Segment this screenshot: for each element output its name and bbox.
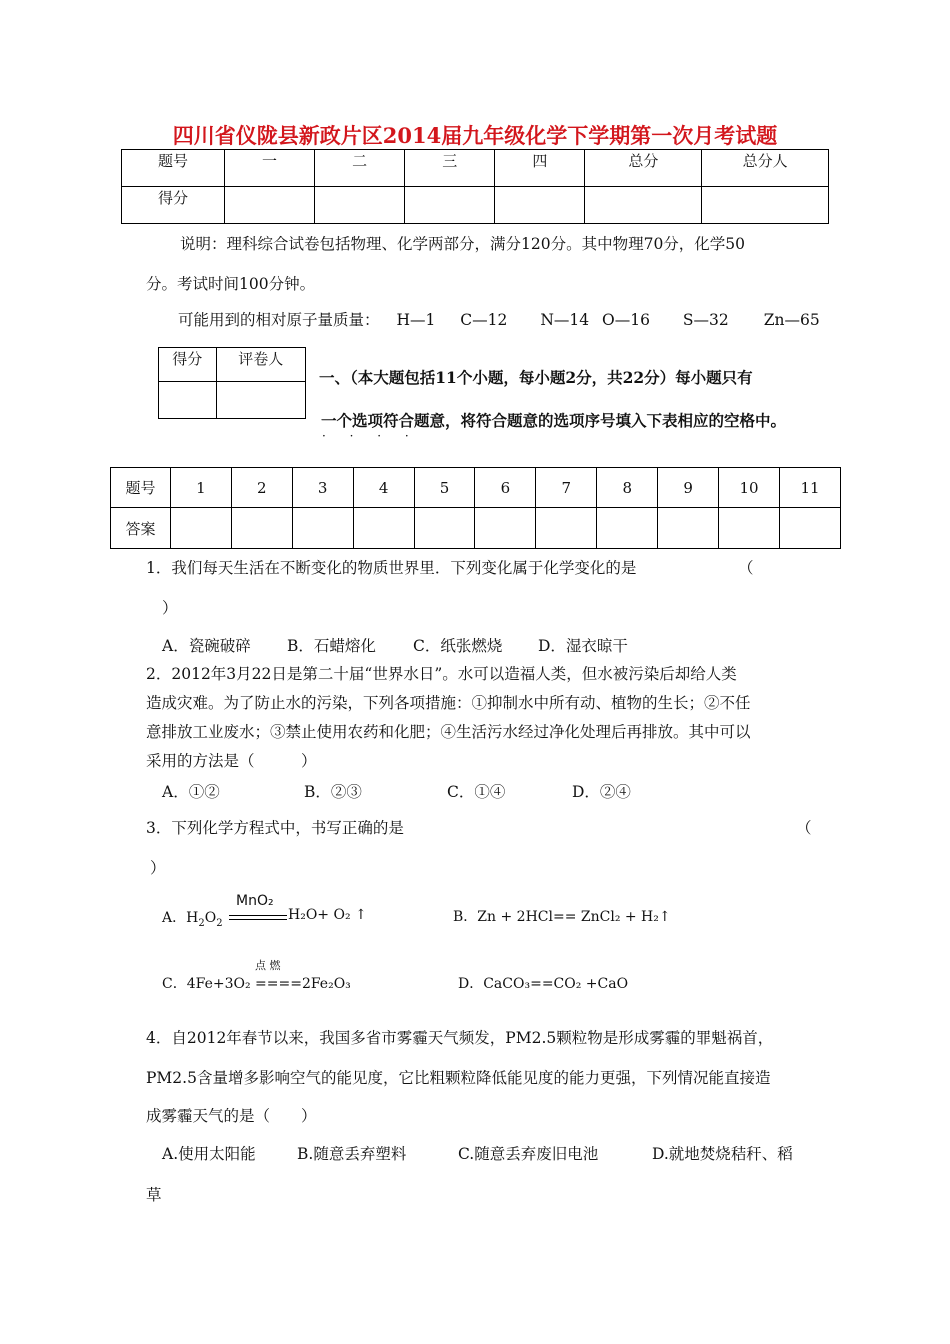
question-3-option-c: C．4Fe+3O₂ ====2Fe₂O₃ [162,976,351,992]
answer-table-number: 1 [170,468,231,508]
instructions-line-2: 分。考试时间100分钟。 [146,275,316,293]
answer-cell[interactable] [475,508,536,549]
score-input-cell[interactable] [702,187,829,224]
question-1-option-b: B．石蜡熔化 [287,637,376,655]
score-input-cell[interactable] [585,187,702,224]
question-3-option-b: B．Zn + 2HCl== ZnCl₂ + H₂↑ [453,909,671,925]
answer-table-number: 10 [719,468,780,508]
score-header-cell: 二 [315,150,405,187]
section-1-heading-line-2: 一个选项符合题意，将符合题意的选项序号填入下表相应的空格中。 [321,411,787,430]
question-1-option-a: A．瓷碗破碎 [162,637,251,655]
answer-table-number: 2 [231,468,292,508]
answer-table-number: 4 [353,468,414,508]
question-4-option-b: B.随意丢弃塑料 [297,1145,407,1163]
score-header-cell: 题号 [122,150,225,187]
answer-cell[interactable] [536,508,597,549]
emphasis-dots: · · · · [322,429,419,443]
question-2-option-b: B．②③ [304,783,362,801]
grader-box-grader-cell[interactable] [216,382,305,419]
question-4-option-d: D.就地焚烧秸秆、稻 [652,1145,793,1163]
answer-table-number: 6 [475,468,536,508]
question-3-option-a-prefix: A．H [162,910,199,926]
question-3-paren-close: ） [150,859,166,877]
question-1-paren-close: ） [162,599,178,617]
question-2-option-d: D．②④ [572,783,631,801]
answer-cell[interactable] [170,508,231,549]
score-header-cell: 一 [224,150,314,187]
answer-cell[interactable] [353,508,414,549]
answer-cell[interactable] [597,508,658,549]
question-1-option-c: C．纸张燃烧 [413,637,503,655]
answer-table-number: 11 [780,468,841,508]
answer-table-answer-label: 答案 [111,508,171,549]
atomic-mass-h: H—1 [396,311,436,329]
question-4-option-c: C.随意丢弃废旧电池 [458,1145,599,1163]
atomic-masses-label: 可能用到的相对原子量质量： [178,311,380,329]
answer-table-number: 9 [658,468,719,508]
question-4-line-2: PM2.5含量增多影响空气的能见度，它比粗颗粒降低能见度的能力更强，下列情况能直接造 [146,1069,771,1087]
answer-table-number-label: 题号 [111,468,171,508]
answer-cell[interactable] [414,508,475,549]
score-input-cell[interactable] [495,187,585,224]
question-2-line-4: 采用的方法是（ ） [146,752,317,770]
question-3-paren-open: （ [796,819,812,837]
answer-cell[interactable] [719,508,780,549]
score-header-cell: 三 [405,150,495,187]
equation-bar [229,915,287,916]
question-3-option-d: D．CaCO₃==CO₂ +CaO [458,976,629,992]
score-table [121,149,829,224]
answer-cell[interactable] [658,508,719,549]
atomic-masses [178,308,820,330]
question-3-stem: 3．下列化学方程式中，书写正确的是 [146,819,404,837]
question-3-option-a: A．$H_2O_2$ [162,910,223,929]
question-1-paren-open: （ [738,559,754,577]
score-input-cell[interactable] [405,187,495,224]
page-title: 四川省仪陇县新政片区2014届九年级化学下学期第一次月考试题 [172,123,778,148]
answer-table-number: 3 [292,468,353,508]
answer-cell[interactable] [780,508,841,549]
question-2-line-2: 造成灾难。为了防止水的污染，下列各项措施：①抑制水中所有动、植物的生长；②不任 [146,694,751,712]
answer-table-number: 8 [597,468,658,508]
equation-bar [229,919,287,920]
answer-cell[interactable] [292,508,353,549]
score-input-cell[interactable] [315,187,405,224]
question-2-line-1: 2．2012年3月22日是第二十届“世界水日”。水可以造福人类，但水被污染后却给人类 [146,665,737,683]
answer-table [110,467,841,549]
atomic-mass-n: N—14 [540,311,590,329]
question-4-option-d-wrap: 草 [146,1186,162,1204]
grader-box-score-label: 得分 [159,348,217,382]
score-header-cell: 总分人 [702,150,829,187]
score-header-cell: 总分 [585,150,702,187]
question-4-line-1: 4．自2012年春节以来，我国多省市雾霾天气频发，PM2.5颗粒物是形成雾霾的罪魁祸首， [146,1029,774,1047]
question-2-line-3: 意排放工业废水；③禁止使用农药和化肥；④生活污水经过净化处理后再排放。其中可以 [146,723,751,741]
instructions-line-1: 说明：理科综合试卷包括物理、化学两部分，满分120分。其中物理70分，化学50 [180,235,746,253]
grader-box [158,347,306,419]
answer-table-number: 7 [536,468,597,508]
question-2-option-c: C．①④ [447,783,506,801]
question-3-option-a-products: H₂O+ O₂ ↑ [288,907,367,923]
atomic-mass-o: O—16 [602,311,650,329]
atomic-mass-zn: Zn—65 [763,311,820,329]
question-1-stem: 1．我们每天生活在不断变化的物质世界里．下列变化属于化学变化的是 [146,559,637,577]
atomic-mass-s: S—32 [682,311,729,329]
score-input-cell[interactable] [224,187,314,224]
question-1-option-d: D．湿衣晾干 [538,637,628,655]
section-1-heading-line-1: 一、（本大题包括11个小题，每小题2分，共22分）每小题只有 [319,368,753,387]
answer-table-number: 5 [414,468,475,508]
question-4-option-a: A.使用太阳能 [162,1145,256,1163]
question-4-line-3: 成雾霾天气的是（ ） [146,1107,317,1125]
catalyst-label: MnO₂ [236,893,274,909]
answer-cell[interactable] [231,508,292,549]
ignition-condition: 点 燃 [255,959,281,972]
atomic-mass-c: C—12 [460,311,508,329]
question-2-option-a: A．①② [162,783,220,801]
grader-box-grader-label: 评卷人 [216,348,305,382]
score-header-cell: 四 [495,150,585,187]
score-row-label: 得分 [122,187,225,224]
grader-box-score-cell[interactable] [159,382,217,419]
